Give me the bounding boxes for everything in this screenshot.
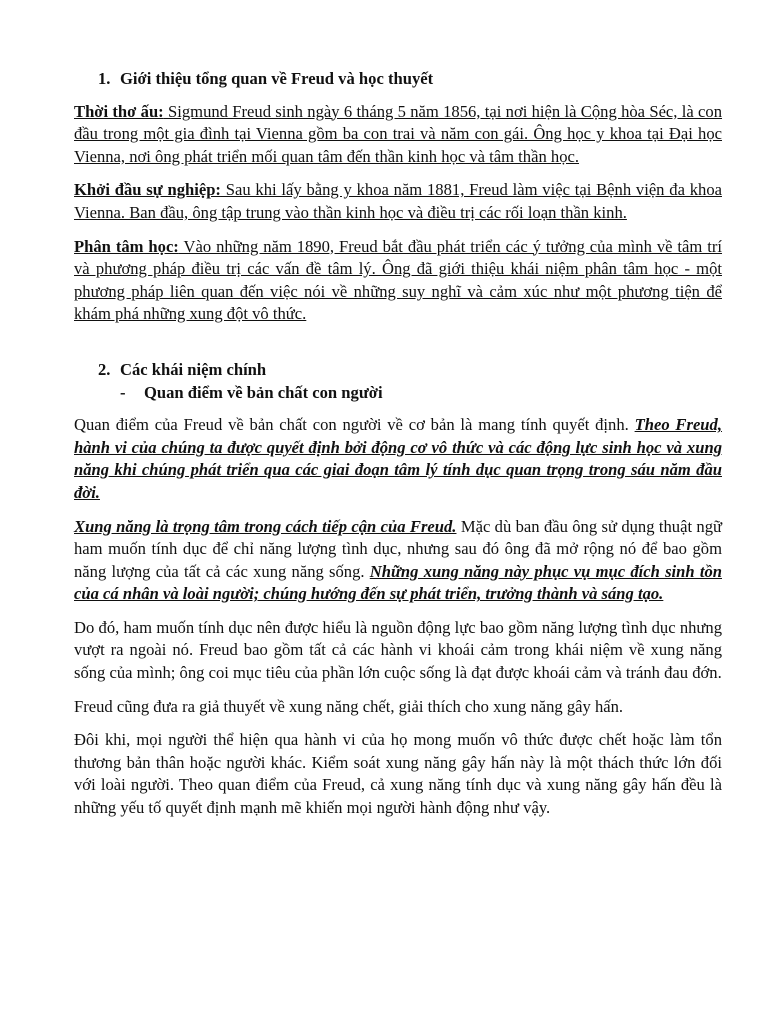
section-1-heading xyxy=(74,68,722,91)
paragraph-instincts xyxy=(74,516,722,606)
paragraph-death-instinct: Freud cũng đưa ra giả thuyết về xung năng chết, giải thích cho xung năng gây hấn. xyxy=(74,696,624,716)
childhood-text: Sigmund Freud sinh ngày 6 tháng 5 năm 1856, tại nơi hiện là Cộng hòa Séc, là con đầu trong một gia đình tại Vienna gồm ba con trai và năm con gái. Ông học y khoa tại Đại học Vienna, nơi ông phát triển mối quan tâm đến thần kinh học và tâm thần học. xyxy=(74,101,723,166)
instincts-emphasis-2: Những xung năng này phục vụ mục đích sinh tồn của cá nhân và loài người; chúng hướng đến sự phát triển, trưởng thành và sáng tạo. xyxy=(74,561,722,604)
section-2-number: 2. xyxy=(98,359,111,379)
instincts-emphasis-1: Xung năng là trọng tâm trong cách tiếp cận của Freud. xyxy=(74,516,457,536)
psychoanalysis-label: Phân tâm học: xyxy=(74,236,179,256)
paragraph-psychoanalysis xyxy=(74,236,722,326)
career-start-label: Khởi đầu sự nghiệp: xyxy=(74,180,221,200)
section-2-heading xyxy=(74,359,722,382)
paragraph-libido: Do đó, ham muốn tính dục nên được hiểu là nguồn động lực bao gồm năng lượng tình dục nhưng vượt ra ngoài nó. Freud bao gồm tất cả các hành vi khoái cảm trong khái niệm về xung năng sống của mình; ông coi mục tiêu của phần lớn cuộc sống là đạt được khoái cảm và tránh đau đớn. xyxy=(74,617,722,683)
psychoanalysis-text: Vào những năm 1890, Freud bắt đầu phát triển các ý tưởng của mình về tâm trí và phương pháp điều trị các vấn đề tâm lý. Ông đã giới thiệu khái niệm phân tâm học - một phương pháp liên quan đến việc nói về những suy nghĩ và cảm xúc như một phương tiện để khám phá những xung đột vô thức. xyxy=(74,236,723,324)
paragraph-childhood xyxy=(74,101,722,169)
human-nature-emphasis: Theo Freud, hành vi của chúng ta được quyết định bởi động cơ vô thức và các động lực sinh học và xung năng khi chúng phát triển qua các giai đoạn tâm lý tính dục quan trọng trong sáu năm đầu đời. xyxy=(74,415,722,502)
human-nature-text: Quan điểm của Freud về bản chất con người về cơ bản là mang tính quyết định. xyxy=(74,415,635,435)
paragraph-aggression: Đôi khi, mọi người thể hiện qua hành vi của họ mong muốn vô thức được chết hoặc làm tổn thương bản thân hoặc người khác. Kiểm soát xung năng gây hấn này là một thách thức lớn đối với loài người. Theo quan điểm của Freud, cả xung năng tính dục và xung năng gây hấn đều là những yếu tố quyết định mạnh mẽ khiến mọi người hành động như vậy. xyxy=(74,730,722,818)
section-2-title: Các khái niệm chính xyxy=(120,359,267,379)
paragraph-career-start xyxy=(74,179,722,224)
subsection-heading xyxy=(74,382,722,405)
subsection-title: Quan điểm về bản chất con người xyxy=(144,382,383,402)
subsection-dash: - xyxy=(120,382,126,402)
paragraph-human-nature xyxy=(74,414,722,504)
section-1-title: Giới thiệu tổng quan về Freud và học thuyết xyxy=(120,69,434,88)
childhood-label: Thời thơ ấu: xyxy=(74,101,164,121)
section-spacer xyxy=(74,337,722,359)
section-1-number: 1. xyxy=(98,69,111,88)
instincts-text: Mặc dù ban đầu ông sử dụng thuật ngữ ham muốn tính dục để chỉ năng lượng tình dục, nhưng sau đó ông đã mở rộng nó để bao gồm năng lượng của tất cả các xung năng sống. xyxy=(74,516,722,581)
career-start-text: Sau khi lấy bằng y khoa năm 1881, Freud làm việc tại Bệnh viện đa khoa Vienna. Ban đầu, ông tập trung vào thần kinh học và điều trị các rối loạn thần kinh. xyxy=(74,180,722,222)
